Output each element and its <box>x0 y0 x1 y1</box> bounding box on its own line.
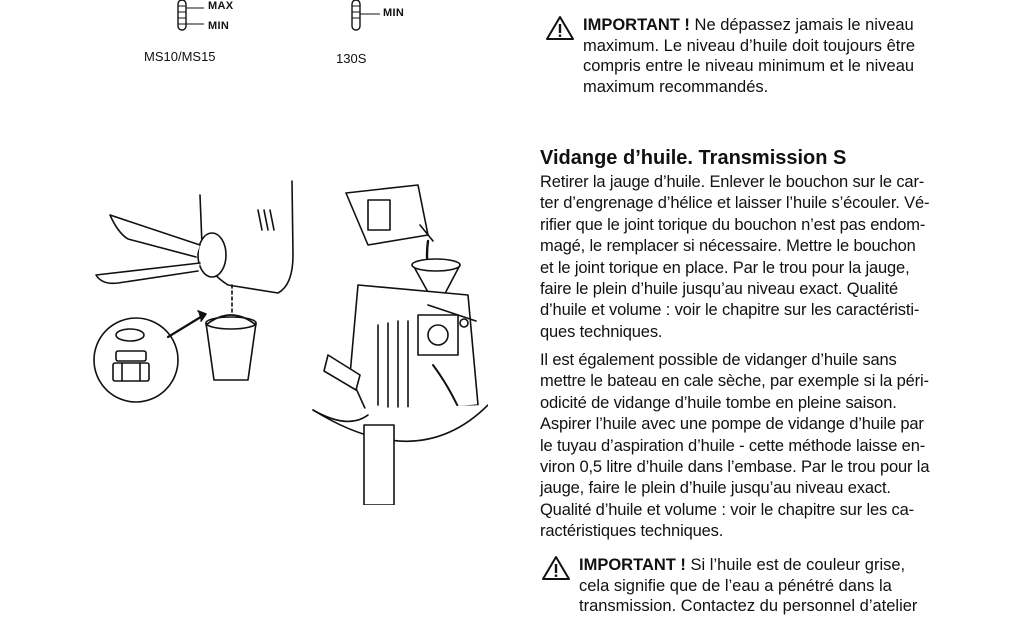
warning-triangle-icon <box>541 555 571 581</box>
warning-line: maximum recommandés. <box>583 77 769 96</box>
dipstick-diagram <box>140 0 420 70</box>
paragraph-line: d’huile et volume : voir le chapitre sur les caractéristi- <box>540 301 920 320</box>
warning-heading-bottom: IMPORTANT ! <box>579 556 686 574</box>
warning-text-top <box>583 15 915 97</box>
paragraph-line: Qualité d’huile et volume : voir le chapitre sur les ca- <box>540 500 915 519</box>
paragraph-line: Retirer la jauge d’huile. Enlever le bouchon sur le car- <box>540 173 925 191</box>
paragraph-1 <box>540 172 972 343</box>
paragraph-line: mettre le bateau en cale sèche, par exemple si la péri- <box>540 372 929 391</box>
paragraph-2 <box>540 350 972 543</box>
min-label-right: MIN <box>383 7 405 19</box>
paragraph-line: Aspirer l’huile avec une pompe de vidange d’huile par <box>540 415 924 434</box>
warning-line: cela signifie que de l’eau a pénétré dans la <box>579 576 892 595</box>
paragraph-line: et le joint torique en place. Par le trou pour la jauge, <box>540 258 910 277</box>
model-label-right: 130S <box>336 51 367 66</box>
paragraph-line: rifier que le joint torique du bouchon n’est pas endom- <box>540 215 926 234</box>
warning-line: compris entre le niveau minimum et le niveau <box>583 57 915 75</box>
oil-change-illustration <box>88 175 488 505</box>
model-label-left: MS10/MS15 <box>144 49 216 64</box>
paragraph-line: odicité de vidange d’huile tombe en pleine saison. <box>540 393 897 412</box>
paragraph-line: ractéristiques techniques. <box>540 522 724 541</box>
warning-block-top <box>545 15 915 97</box>
warning-line: Ne dépassez jamais le niveau <box>689 16 914 34</box>
warning-line: maximum. Le niveau d’huile doit toujours être <box>583 36 916 55</box>
warning-line: transmission. Contactez du personnel d’atelier <box>579 597 918 615</box>
warning-line: Si l’huile est de couleur grise, <box>685 556 906 574</box>
paragraph-line: faire le plein d’huile jusqu’au niveau exact. Qualité <box>540 280 899 299</box>
max-label: MAX <box>208 0 234 12</box>
section-title: Vidange d’huile. Transmission S <box>540 147 847 169</box>
paragraph-line: magé, le remplacer si nécessaire. Mettre le bouchon <box>540 237 916 256</box>
warning-block-bottom <box>541 555 917 617</box>
paragraph-line: jauge, faire le plein d’huile jusqu’au niveau exact. <box>540 479 891 498</box>
paragraph-line: le tuyau d’aspiration d’huile - cette méthode laisse en- <box>540 436 926 455</box>
min-label-left: MIN <box>208 20 230 32</box>
warning-triangle-icon <box>545 15 575 41</box>
paragraph-line: ter d’engrenage d’hélice et laisser l’huile s’écouler. Vé- <box>540 194 930 213</box>
paragraph-line: Il est également possible de vidanger d’huile sans <box>540 351 897 369</box>
warning-heading-top: IMPORTANT ! <box>583 16 690 34</box>
paragraph-line: viron 0,5 litre d’huile dans l’embase. Par le trou pour la <box>540 458 930 477</box>
paragraph-line: ques techniques. <box>540 322 663 341</box>
warning-text-bottom <box>579 555 917 617</box>
dipstick-illustration <box>140 0 420 40</box>
